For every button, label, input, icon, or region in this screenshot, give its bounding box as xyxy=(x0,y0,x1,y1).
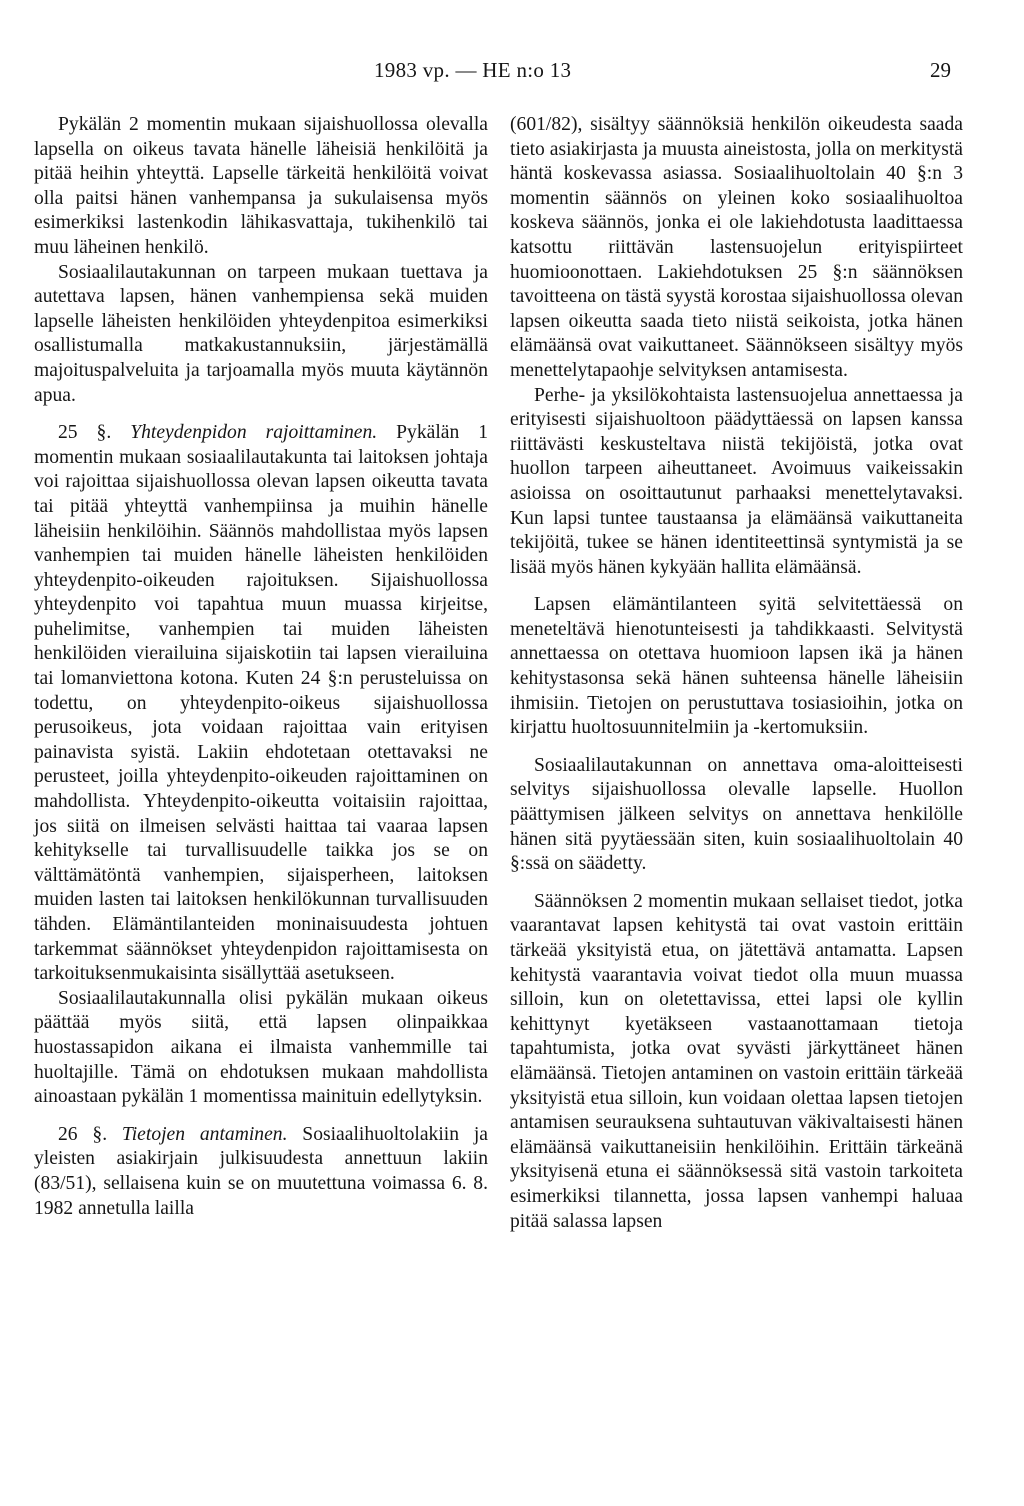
right-column xyxy=(510,113,963,1234)
section-26-number: 26 §. xyxy=(58,1123,108,1145)
section-26 xyxy=(34,1123,488,1221)
paragraph-family-child-welfare: Perhe- ja yksilökohtaista lastensuojelua annettaessa ja erityisesti sijaishuoltoon päädyttäessä on lapsen kanssa riittävästi keskusteltava niistä tekijöistä, jotka ovat huollon tarpeen aiheuttaneet. Avoimuus vaikeissakin asioissa on osoittautunut parhaaksi menettelytavaksi. Kun lapsi tuntee taustaansa ja elämäänsä vaikuttaneita tekijöitä, tukee se hänen identiteettinsä syntymistä ja se lisää myös hänen kykyään hallita elämäänsä. xyxy=(510,384,963,578)
page-number: 29 xyxy=(930,58,951,82)
header-title: 1983 vp. — HE n:o 13 xyxy=(374,58,572,82)
paragraph-life-situation: Lapsen elämäntilanteen syitä selvitettäessä on meneteltävä hienotunteisesti ja tahdikkaasti. Selvitystä annettaessa on otettava huomioon lapsen ikä ja hänen kehitystasonsa sekä hänen suhteensa hänelle läheisiin ihmisiin. Tietojen on perustuttava tosiasioihin, jotka on kirjattu huoltosuunnitelmiin ja -kertomuksiin. xyxy=(510,594,963,739)
paragraph-continued: (601/82), sisältyy säännöksiä henkilön oikeudesta saada tieto asiakirjasta ja muusta aineistosta, jolla on merkitystä häntä koskevassa asiassa. Sosiaalihuoltolain 40 §:n 3 momentin säännös on yleinen koko sosiaalihuoltoa koskeva säännös, jonka ei ole lakiehdotusta laadittaessa katsottu riittävän lastensuojelun erityispiirteet huomioonottaen. Lakiehdotuksen 25 §:n säännöksen tavoitteena on tästä syystä korostaa sijaishuollossa olevan lapsen oikeutta saada tieto niistä seikoista, jotka hänen elämäänsä ovat vaikuttaneet. Säännökseen sisältyy myös menettelytapaohje selvityksen antamisesta. xyxy=(510,114,963,381)
section-25-heading: Yhteydenpidon rajoittaminen. xyxy=(130,422,378,444)
left-column xyxy=(34,113,488,1221)
section-25-number: 25 §. xyxy=(58,422,112,444)
running-header xyxy=(0,58,1024,88)
section-26-heading: Tietojen antaminen. xyxy=(121,1123,288,1145)
paragraph-withheld-information: Säännöksen 2 momentin mukaan sellaiset tiedot, jotka vaarantavat lapsen kehitystä tai ovat vastoin erittäin tärkeää yksityistä etua, on jätettävä antamatta. Lapsen kehitystä vaarantavia voivat tiedot olla muun muassa silloin, kun on oletettavissa, ettei lapsi ole kyllin kehittynyt kyetäkseen vastaanottamaan tietoja tapahtumista, jotka ovat syvästi järkyttäneet hänen elämäänsä. Tietojen antaminen on vastoin erittäin tärkeää yksityistä etua silloin, kun voidaan olettaa lapsen tietojen antamisen seurauksena suhtautuvan väkivaltaisesti hänen elämäänsä vaikuttaneisiin henkilöihin. Erittäin tärkeänä yksityisenä etuna ei säännöksessä sitä vastoin tarkoiteta esimerkiksi tilannetta, jossa lapsen vanhempi haluaa pitää salassa lapsen xyxy=(510,890,963,1232)
section-26-body: Sosiaalihuoltolakiin ja yleisten asiakirjain julkisuudesta annettuun lakiin (83/51), sellaisena kuin se on muutettuna voimassa 6. 8. 1982 annetulla lailla xyxy=(34,1123,488,1219)
section-25-body: Pykälän 1 momentin mukaan sosiaalilautakunta tai laitoksen johtaja voi rajoittaa sijaishuollossa olevan lapsen oikeutta tavata tai pitää yhteyttä vanhempiinsa ja muihin hänelle läheisiin henkilöihin. Säännös mahdollistaa myös lapsen vanhempien tai muiden hänelle läheisten henkilöiden yhteydenpito-oikeuden rajoituksen. Sijaishuollossa yhteydenpito voi tapahtua muun muassa kirjeitse, puhelimitse, vanhempien tai muiden läheisten henkilöiden vierailuina sijaiskotiin tai lapsen vierailuina tai lomanviettona kotona. Kuten 24 §:n perusteluissa on todettu, on yhteydenpito-oikeus sijaishuollossa perusoikeus, jota voidaan rajoittaa vain erityisen painavista syistä. Lakiin ehdotetaan otettavaksi ne perusteet, joilla yhteydenpito-oikeuden rajoittaminen on mahdollista. Yhteydenpito-oikeutta voitaisiin rajoittaa, jos siitä on ilmeisen selvästi haittaa tai vaaraa lapsen kehitykselle tai turvallisuudelle taikka jos se on välttämätöntä vanhempien, sijaisperheen, laitoksen muiden lasten tai laitoksen henkilökunnan turvallisuuden tähden. Elämäntilanteiden moninaisuudesta johtuen tarkemmat säännökset yhteydenpidon rajoittamisesta on tarkoituksenmukaisinta sisällyttää asetukseen. xyxy=(34,422,488,985)
paragraph-board-report: Sosiaalilautakunnan on annettava oma-aloitteisesti selvitys sijaishuollossa olevalle lapselle. Huollon päättymisen jälkeen selvitys on annettava henkilölle hänen sitä pyytäessään siten, kuin sosiaalihuoltolain 40 §:ssä on säädetty. xyxy=(510,754,963,875)
paragraph-location-secrecy: Sosiaalilautakunnalla olisi pykälän mukaan oikeus päättää myös siitä, että lapsen olinpaikkaa huostassapidon aikana ei ilmaista vanhemmille tai huoltajille. Tämä on ehdotuksen mukaan mahdollista ainoastaan pykälän 1 momentissa mainituin edellytyksin. xyxy=(34,987,488,1108)
section-25 xyxy=(34,421,488,987)
paragraph-board-support: Sosiaalilautakunnan on tarpeen mukaan tuettava ja autettava lapsen, hänen vanhempiensa sekä muiden lapselle läheisten henkilöiden yhteydenpitoa esimerkiksi osallistumalla matkakustannuksiin, järjestämällä majoituspalveluita ja tarjoamalla myös muuta käytännön apua. xyxy=(34,261,488,406)
paragraph-visitation-right: Pykälän 2 momentin mukaan sijaishuollossa olevalla lapsella on oikeus tavata hänelle läheisiä henkilöitä ja pitää heihin yhteyttä. Lapselle tärkeitä henkilöitä voivat olla paitsi hänen vanhempansa ja sukulaisensa myös esimerkiksi lastenkodin lähikasvattaja, tukihenkilö tai muu läheinen henkilö. xyxy=(34,114,488,258)
